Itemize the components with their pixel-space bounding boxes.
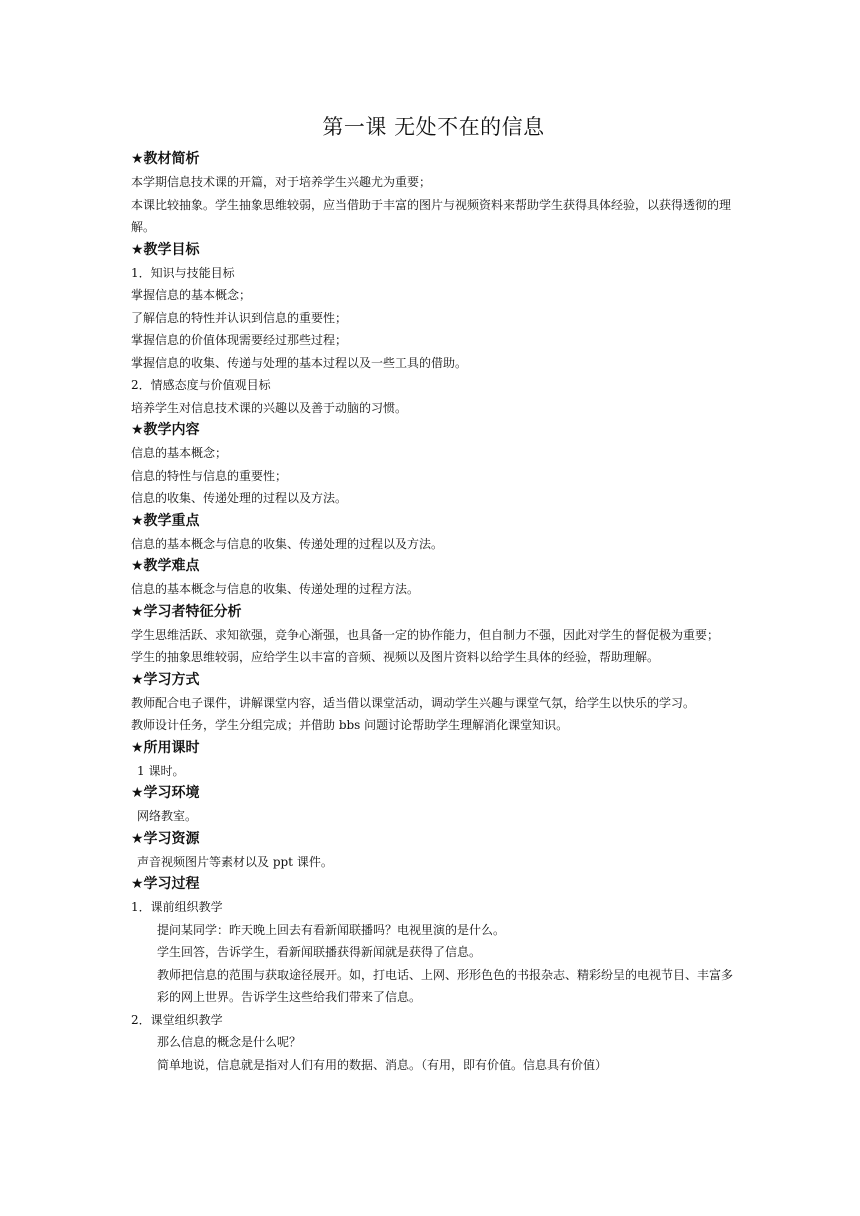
section-heading: ★学习环境 bbox=[131, 785, 200, 801]
section-key-points bbox=[131, 510, 736, 556]
section-teaching-content bbox=[131, 419, 736, 510]
paragraph-line: 信息的基本概念与信息的收集、传递处理的过程方法。 bbox=[131, 582, 420, 596]
section-resources bbox=[131, 828, 736, 874]
paragraph-line: 教师设计任务，学生分组完成；并借助 bbs 问题讨论帮助学生理解消化课堂知识。 bbox=[131, 718, 569, 732]
section-heading: ★学习资源 bbox=[131, 830, 200, 847]
paragraph-line: 信息的基本概念与信息的收集、传递处理的过程以及方法。 bbox=[131, 536, 444, 551]
step-heading: 2．课堂组织教学 bbox=[131, 1012, 223, 1027]
paragraph-line: 1 课时。 bbox=[137, 763, 185, 778]
paragraph-line: 信息的特性与信息的重要性； bbox=[131, 468, 288, 483]
section-learning-process bbox=[131, 873, 736, 1076]
paragraph-line: 那么信息的概念是什么呢？ bbox=[157, 1035, 302, 1049]
paragraph-line: 本课比较抽象。学生抽象思维较弱，应当借助于丰富的图片与视频资料来帮助学生获得具体经验，以获得透彻的理解。 bbox=[131, 197, 732, 234]
section-heading: ★学习者特征分析 bbox=[131, 603, 242, 620]
page-title: 第一课 无处不在的信息 bbox=[322, 115, 545, 139]
paragraph-line: 1．知识与技能目标 bbox=[131, 265, 235, 280]
paragraph-line: 了解信息的特性并认识到信息的重要性； bbox=[131, 310, 348, 325]
section-difficulties bbox=[131, 555, 736, 601]
section-heading: ★教学内容 bbox=[131, 422, 200, 438]
section-class-hours bbox=[131, 737, 736, 783]
paragraph-line: 培养学生对信息技术课的兴趣以及善于动脑的习惯。 bbox=[131, 400, 408, 415]
paragraph-line: 学生思维活跃、求知欲强，竞争心渐强，也具备一定的协作能力，但自制力不强，因此对学生的督促极为重要； bbox=[131, 627, 720, 642]
section-heading: ★所用课时 bbox=[131, 739, 200, 756]
paragraph-line: 掌握信息的收集、传递与处理的基本过程以及一些工具的借助。 bbox=[131, 355, 468, 370]
paragraph-line: 信息的基本概念； bbox=[131, 446, 228, 460]
paragraph-line: 网络教室。 bbox=[137, 809, 198, 823]
paragraph-line: 信息的收集、传递处理的过程以及方法。 bbox=[131, 491, 348, 505]
section-heading: ★学习方式 bbox=[131, 671, 200, 688]
paragraph-line: 教师把信息的范围与获取途径展开。如，打电话、上网、形形色色的书报杂志、精彩纷呈的电视节目、丰富多彩的网上世界。告诉学生这些给我们带来了信息。 bbox=[157, 967, 734, 1004]
document-page bbox=[131, 112, 736, 1076]
section-heading: ★教学目标 bbox=[131, 241, 200, 258]
paragraph-line: 2．情感态度与价值观目标 bbox=[131, 378, 271, 392]
section-heading: ★教学难点 bbox=[131, 558, 200, 574]
paragraph-line: 教师配合电子课件，讲解课堂内容，适当借以课堂活动，调动学生兴趣与课堂气氛，给学生以快乐的学习。 bbox=[131, 695, 696, 710]
paragraph-line: 掌握信息的价值体现需要经过那些过程； bbox=[131, 333, 348, 347]
section-teaching-goals bbox=[131, 239, 736, 420]
section-textbook-analysis bbox=[131, 148, 736, 239]
section-heading: ★教材简析 bbox=[131, 151, 200, 167]
paragraph-line: 提问某同学：昨天晚上回去有看新闻联播吗？电视里演的是什么。 bbox=[157, 922, 506, 937]
section-heading: ★教学重点 bbox=[131, 512, 200, 529]
paragraph-line: 本学期信息技术课的开篇，对于培养学生兴趣尤为重要； bbox=[131, 175, 432, 189]
section-environment bbox=[131, 782, 736, 828]
section-heading: ★学习过程 bbox=[131, 876, 200, 892]
section-learning-method bbox=[131, 669, 736, 737]
paragraph-line: 简单地说，信息就是指对人们有用的数据、消息。（有用，即有价值。信息具有价值） bbox=[157, 1057, 608, 1072]
paragraph-line: 学生的抽象思维较弱，应给学生以丰富的音频、视频以及图片资料以给学生具体的经验，帮助理解。 bbox=[131, 650, 660, 664]
step-heading: 1．课前组织教学 bbox=[131, 900, 223, 914]
paragraph-line: 学生回答，告诉学生，看新闻联播获得新闻就是获得了信息。 bbox=[157, 945, 482, 959]
paragraph-line: 掌握信息的基本概念； bbox=[131, 288, 252, 302]
section-learner-analysis bbox=[131, 601, 736, 669]
paragraph-line: 声音视频图片等素材以及 ppt 课件。 bbox=[137, 854, 333, 869]
